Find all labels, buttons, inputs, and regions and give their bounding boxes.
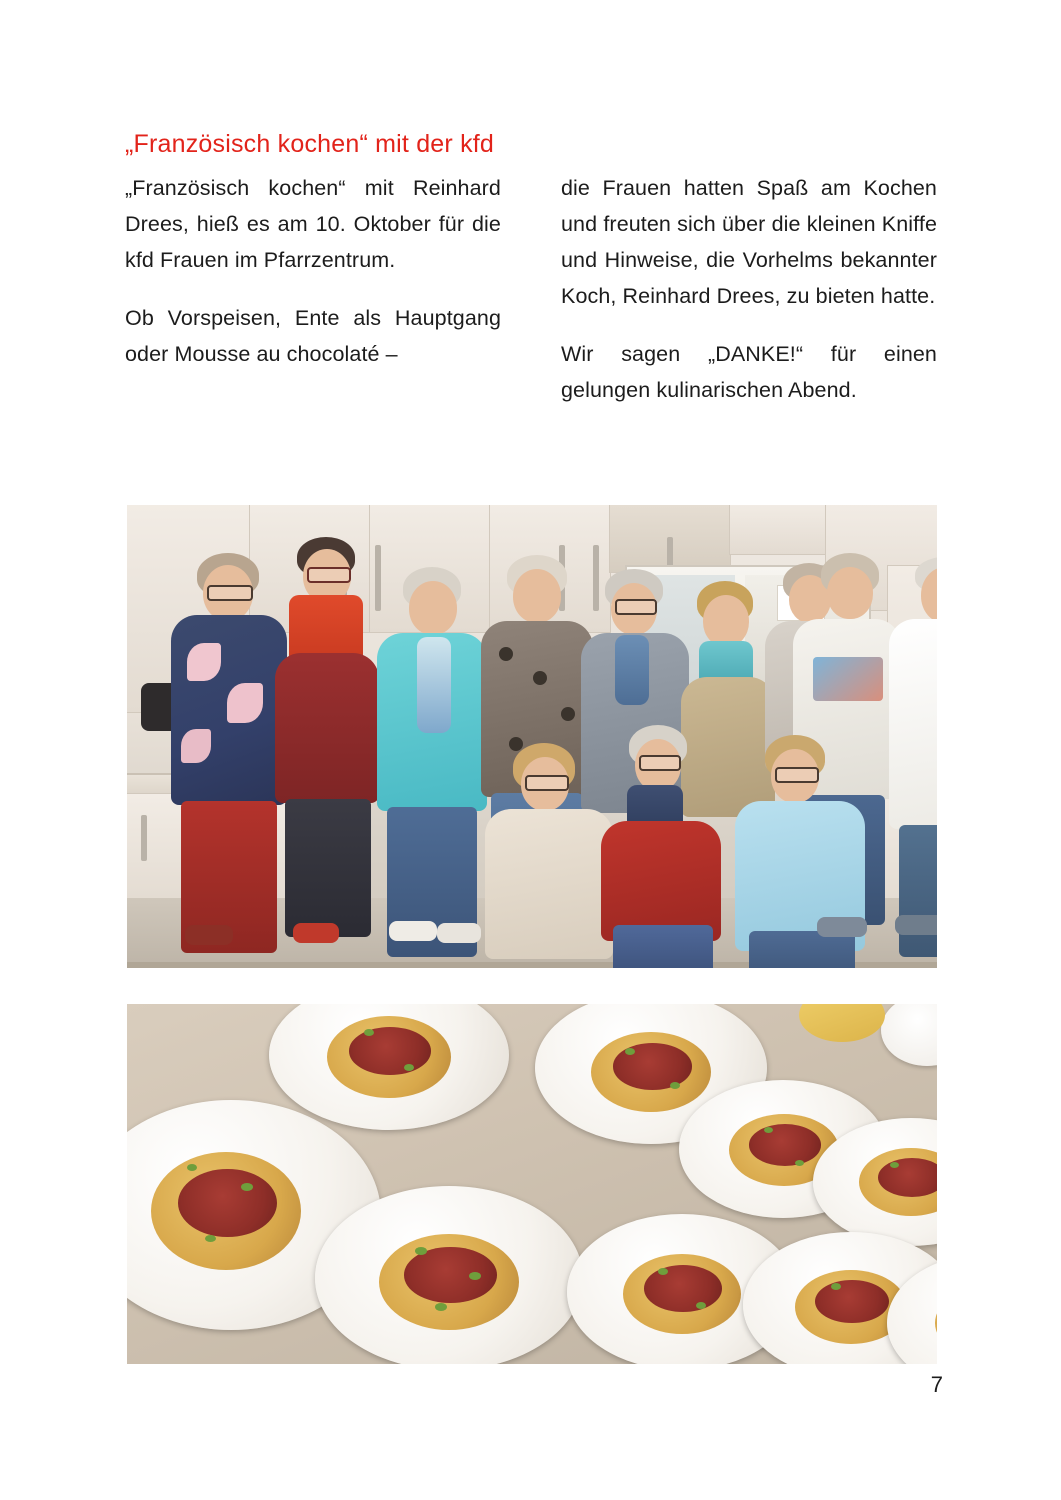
plates-photo — [127, 1004, 937, 1364]
food-5 — [859, 1148, 937, 1216]
chef-trousers — [899, 825, 937, 957]
person-9-chef — [889, 557, 937, 957]
person-5-collar — [615, 635, 649, 705]
person-2-trousers — [285, 799, 371, 937]
food-9 — [935, 1288, 937, 1358]
person-10-jacket — [485, 809, 613, 959]
person-1-flower-b — [227, 683, 263, 723]
article-content — [125, 128, 937, 408]
shoe-1 — [185, 925, 233, 945]
tartare-1 — [178, 1169, 277, 1237]
paragraph-right-2: Wir sagen „DANKE!“ für einen gelungen kulinarischen Abend. — [561, 342, 937, 402]
base-cabinet-handle-left — [141, 815, 147, 861]
food-2 — [327, 1016, 451, 1098]
food-7 — [623, 1254, 741, 1334]
chive-4b — [795, 1160, 804, 1166]
paragraph-right-1: die Frauen hatten Spaß am Kochen und freuten sich über die kleinen Kniffe und Hinweise, die Vorhelms bekannter Koch, Reinhard Drees, zu bieten hatte. — [561, 176, 937, 308]
person-4-head — [513, 569, 561, 623]
cabinet-handle-5 — [667, 537, 673, 567]
person-6-head — [703, 595, 749, 647]
food-6 — [379, 1234, 519, 1330]
group-photo — [127, 505, 937, 968]
person-1-flower-c — [181, 729, 211, 763]
column-right — [561, 170, 937, 408]
food-3 — [591, 1032, 711, 1112]
person-11-glasses — [639, 755, 681, 771]
shoe-4 — [437, 923, 481, 943]
person-4-spot-a — [499, 647, 513, 661]
chive-3a — [625, 1048, 635, 1055]
person-8-shirt-print — [813, 657, 883, 701]
person-2 — [267, 537, 387, 937]
person-11-jumper — [601, 821, 721, 941]
chive-1a — [187, 1164, 197, 1171]
page-title: „Französisch kochen“ mit der kfd — [125, 130, 495, 158]
text-columns — [125, 170, 937, 408]
chive-6c — [435, 1303, 447, 1311]
plate-6 — [315, 1186, 583, 1364]
person-1-glasses — [207, 585, 253, 601]
chive-1c — [205, 1235, 216, 1242]
tartare-6 — [404, 1247, 496, 1303]
person-10-glasses — [525, 775, 569, 791]
tartare-7 — [644, 1265, 722, 1311]
person-2-glasses — [307, 567, 351, 583]
person-11 — [597, 725, 727, 965]
shoe-2 — [293, 923, 339, 943]
chive-3b — [670, 1082, 680, 1089]
chive-1b — [241, 1183, 253, 1191]
cabinet-upper-6 — [729, 505, 827, 555]
tartare-4 — [749, 1124, 822, 1166]
person-4-spot-b — [533, 671, 547, 685]
page-number: 7 — [930, 1372, 943, 1397]
chive-5a — [890, 1162, 899, 1168]
shoe-6 — [895, 915, 937, 935]
chef-jacket — [889, 619, 937, 829]
tartare-5 — [878, 1158, 937, 1197]
person-3-scarf — [417, 637, 451, 733]
person-1-flower-a — [187, 643, 221, 681]
food-1 — [151, 1152, 301, 1270]
person-4-spot-c — [561, 707, 575, 721]
person-3-head — [409, 581, 457, 635]
chive-2b — [404, 1064, 414, 1071]
person-8-head — [827, 567, 873, 619]
column-left — [125, 170, 501, 408]
person-5-glasses — [615, 599, 657, 615]
shoe-5 — [817, 917, 867, 937]
tartare-8 — [815, 1280, 889, 1323]
person-2-torso — [275, 653, 379, 803]
paragraph-left-1: „Französisch kochen“ mit Reinhard Drees, hieß es am 10. Oktober für die kfd Frauen im Pfarrzentrum. — [125, 176, 501, 272]
tartare-2 — [349, 1027, 431, 1075]
shoe-3 — [389, 921, 437, 941]
person-12-glasses — [775, 767, 819, 783]
person-3 — [373, 567, 493, 957]
person-11-jeans — [613, 925, 713, 968]
paragraph-left-2: Ob Vorspeisen, Ente als Hauptgang oder Mousse au chocolaté – — [125, 306, 501, 366]
